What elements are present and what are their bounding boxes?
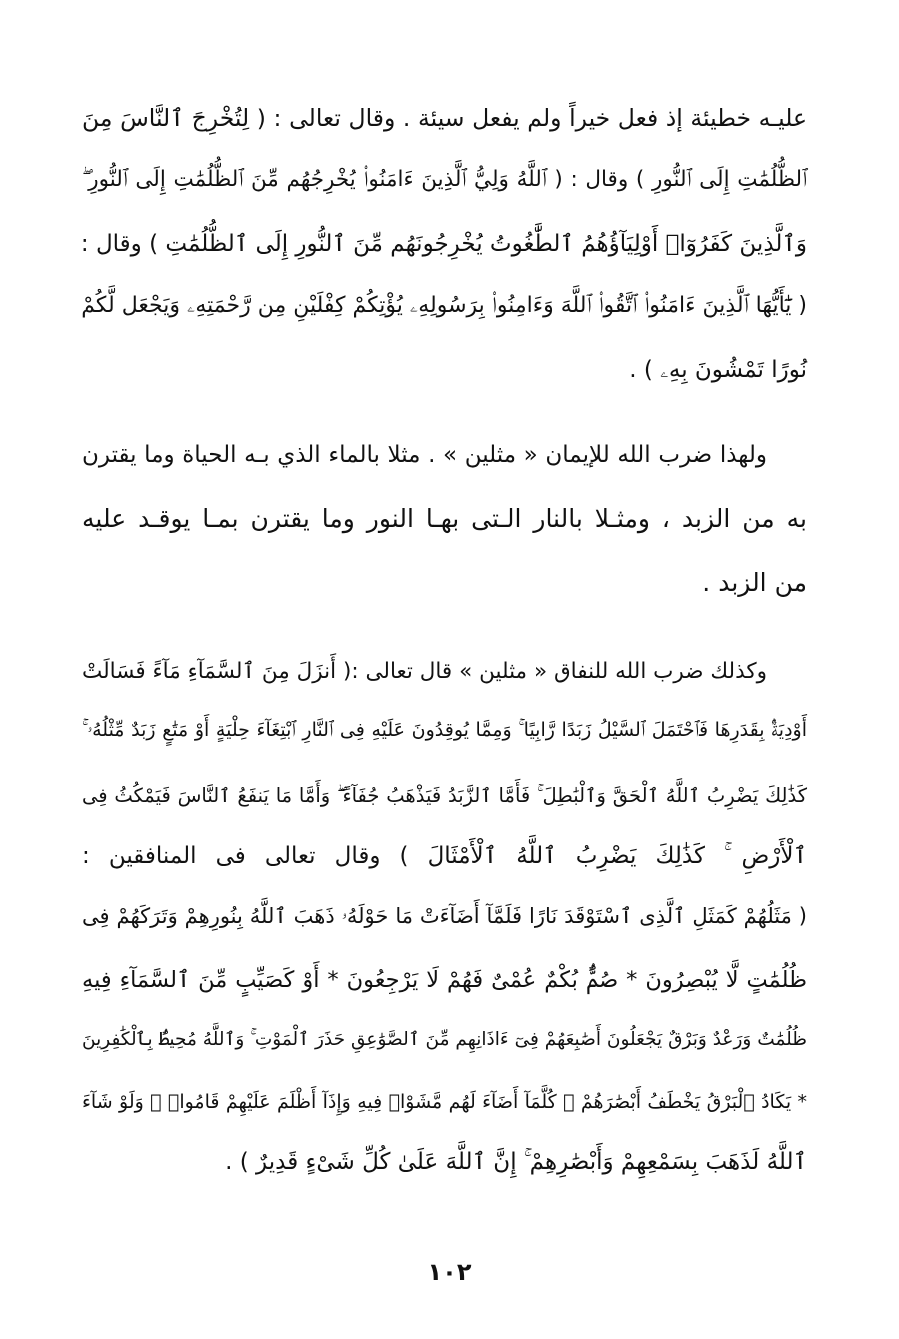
quran-verse-line: * يَكَادُ ٱلْبَرْقُ يَخْطَفُ أَبْصَٰرَهُمْ ۖ كُلَّمَآ أَضَآءَ لَهُم مَّشَوْا۟ فِيهِ وَإِذَآ أَظْلَمَ عَلَيْهِمْ قَامُوا۟ ۚ وَلَوْ شَآءَ <box>82 1091 807 1113</box>
quran-verse-line: ٱلْأَرْضِ ۚ كَذَٰلِكَ يَضْرِبُ ٱللَّهُ ٱلْأَمْثَالَ ) وقال تعالى فى المنافقين : <box>82 843 807 869</box>
text-line: به من الزبد ، ومثـلا بالنار الـتى بهـا النور وما يقترن بمـا يوقـد عليه <box>82 504 807 533</box>
quran-verse-line: ٱلظُّلُمَٰتِ إِلَى ٱلنُّورِ ) وقال : ( ٱللَّهُ وَلِيُّ ٱلَّذِينَ ءَامَنُوا۟ يُخْرِجُهُم مِّنَ ٱلظُّلُمَٰتِ إِلَى ٱلنُّورِ ۖ <box>82 167 807 192</box>
quran-verse-line: أَوْدِيَةٌۢ بِقَدَرِهَا فَٱحْتَمَلَ ٱلسَّيْلُ زَبَدًا رَّابِيًا ۚ وَمِمَّا يُوقِدُونَ عَلَيْهِ فِى ٱلنَّارِ ٱبْتِغَآءَ حِلْيَةٍ أَوْ مَتَٰعٍ زَبَدٌ مِّثْلُهُۥ ۚ <box>82 719 807 741</box>
quran-verse-line: كَذَٰلِكَ يَضْرِبُ ٱللَّهُ ٱلْحَقَّ وَٱلْبَٰطِلَ ۚ فَأَمَّا ٱلزَّبَدُ فَيَذْهَبُ جُفَآءً ۖ وَأَمَّا مَا يَنفَعُ ٱلنَّاسَ فَيَمْكُثُ فِى <box>82 784 807 807</box>
paragraph-2 <box>82 425 807 605</box>
paragraph-1 <box>82 88 807 388</box>
quran-verse-line: ( مَثَلُهُمْ كَمَثَلِ ٱلَّذِى ٱسْتَوْقَدَ نَارًا فَلَمَّآ أَضَآءَتْ مَا حَوْلَهُۥ ذَهَبَ ٱللَّهُ بِنُورِهِمْ وَتَرَكَهُمْ فِى <box>82 904 807 928</box>
quran-verse-line: ٱللَّهُ لَذَهَبَ بِسَمْعِهِمْ وَأَبْصَٰرِهِمْ ۚ إِنَّ ٱللَّهَ عَلَىٰ كُلِّ شَىْءٍ قَدِيرٌ ) . <box>225 1149 807 1175</box>
text-line: من الزبد . <box>702 568 807 597</box>
text-line: عليـه خطيئة إذ فعل خيراً ولم يفعل سيئة . وقال تعالى : ( لِتُخْرِجَ ٱلنَّاسَ مِنَ <box>82 104 807 132</box>
quran-verse-line: وَٱلَّذِينَ كَفَرُوٓا۟ أَوْلِيَآؤُهُمُ ٱلطَّٰغُوتُ يُخْرِجُونَهُم مِّنَ ٱلنُّورِ إِلَى ٱلظُّلُمَٰتِ ) وقال : <box>80 231 807 257</box>
quran-verse-line: نُورًا تَمْشُونَ بِهِۦ ) . <box>629 357 807 383</box>
quran-verse-line: ظُلُمَٰتٌ وَرَعْدٌ وَبَرْقٌ يَجْعَلُونَ أَصَٰبِعَهُمْ فِىٓ ءَاذَانِهِم مِّنَ ٱلصَّوَٰعِقِ حَذَرَ ٱلْمَوْتِ ۚ وَٱللَّهُ مُحِيطٌۢ بِٱلْكَٰفِرِينَ <box>82 1029 807 1050</box>
page-number: ١٠٢ <box>427 1258 472 1286</box>
quran-verse-line: ( يَٰٓأَيُّهَا ٱلَّذِينَ ءَامَنُوا۟ ٱتَّقُوا۟ ٱللَّهَ وَءَامِنُوا۟ بِرَسُولِهِۦ يُؤْتِكُمْ كِفْلَيْنِ مِن رَّحْمَتِهِۦ وَيَجْعَل لَّكُمْ <box>81 293 807 318</box>
quran-verse-line: ظُلُمَٰتٍ لَّا يُبْصِرُونَ * صُمٌّۢ بُكْمٌ عُمْىٌ فَهُمْ لَا يَرْجِعُونَ * أَوْ كَصَيِّبٍ مِّنَ ٱلسَّمَآءِ فِيهِ <box>82 967 807 993</box>
paragraph-3 <box>82 642 807 1182</box>
text-line: وكذلك ضرب الله للنفاق « مثلين » قال تعالى :( أَنزَلَ مِنَ ٱلسَّمَآءِ مَآءً فَسَالَتْ <box>82 659 767 684</box>
text-line: ولهذا ضرب الله للإيمان « مثلين » . مثلا بالماء الذي بـه الحياة وما يقترن <box>82 442 767 468</box>
